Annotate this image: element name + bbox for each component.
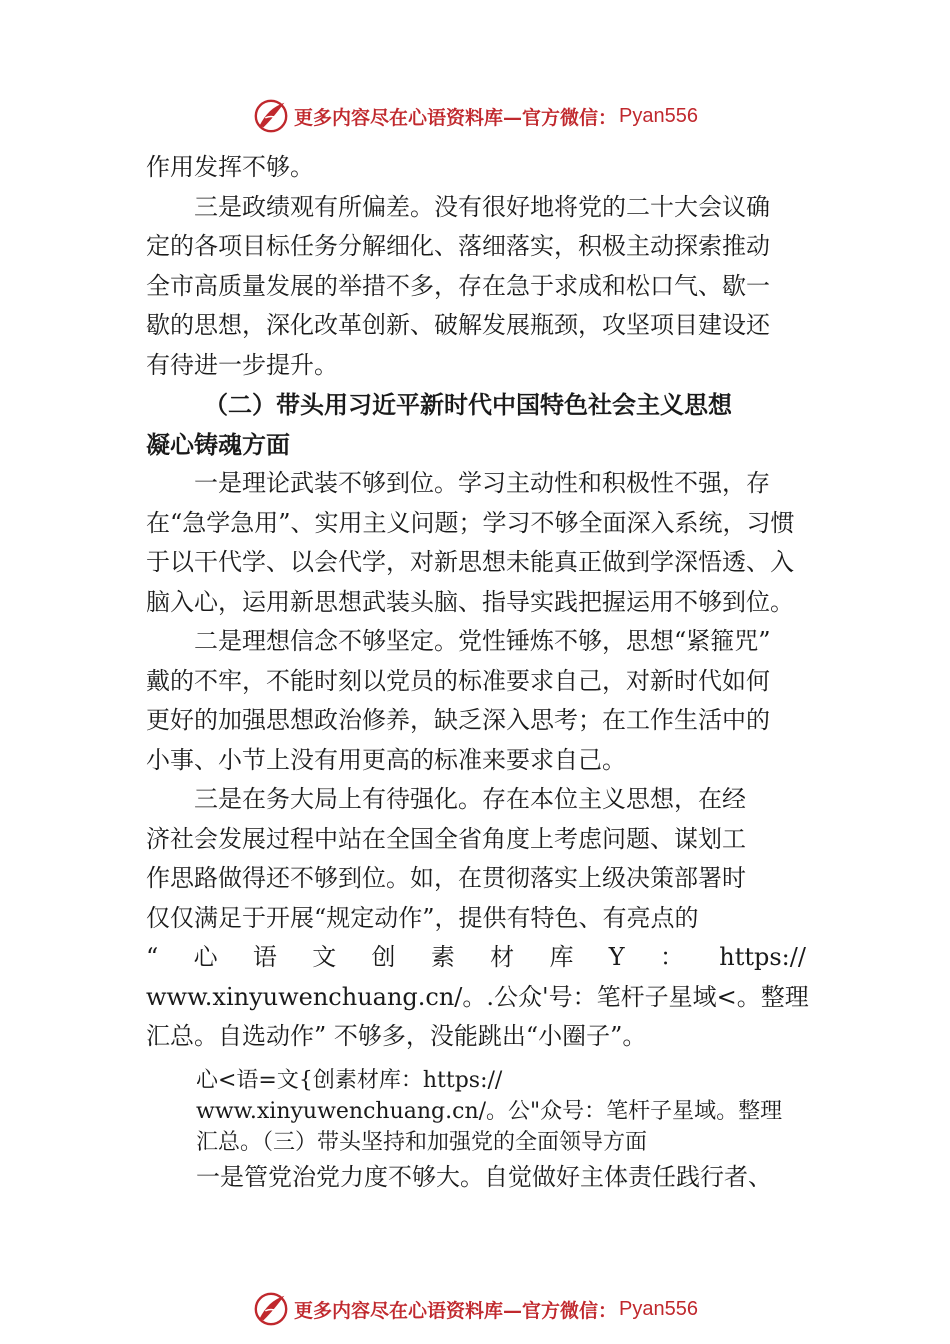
paragraph-line: 歇的思想，深化改革创新、破解发展瓶颈，攻坚项目建设还 [146, 311, 770, 339]
paragraph-line: 于以干代学、以会代学，对新思想未能真正做到学深悟透、入 [146, 548, 794, 576]
paragraph-line: www.xinyuwenchuang.cn/。.公众'号：笔杆子星域<。整理 [146, 982, 809, 1011]
spread-char: ： [659, 943, 684, 971]
spread-char: “ [146, 943, 159, 971]
document-body [146, 148, 821, 1197]
paragraph-line: 仅仅满足于开展“规定动作”，提供有特色、有亮点的 [146, 903, 699, 932]
paragraph-line: 有待进一步提升。 [146, 350, 338, 379]
paragraph-line: 在“急学急用”、实用主义问题；学习不够全面深入系统，习惯 [146, 508, 795, 537]
paragraph-line: 作用发挥不够。 [146, 153, 314, 181]
spread-char: https:// [719, 943, 806, 971]
paragraph-line: 二是理想信念不够坚定。党性锤炼不够，思想“紧箍咒” [194, 627, 771, 655]
paragraph-line: 戴的不牢，不能时刻以党员的标准要求自己，对新时代如何 [146, 666, 770, 695]
paragraph-line: 一是管党治党力度不够大。自觉做好主体责任践行者、 [196, 1162, 772, 1191]
paragraph-line: 汇总。自选动作” 不够多，没能跳出“小圈子”。 [146, 1022, 647, 1050]
paragraph-line: 脑入心，运用新思想武装头脑、指导实践把握运用不够到位。 [146, 587, 794, 616]
paragraph-line: 三是在务大局上有待强化。存在本位主义思想，在经 [194, 785, 746, 813]
spread-char: 素 [430, 943, 455, 971]
spread-char: 创 [371, 943, 396, 971]
inserted-note-line: 心<语=文{创素材库：https:// [196, 1067, 503, 1093]
spread-char: 文 [312, 943, 337, 971]
banner-text: 更多内容尽在心语资料库—官方微信： [294, 106, 618, 129]
paragraph-line: 全市高质量发展的举措不多，存在急于求成和松口气、歇一 [146, 271, 770, 300]
paragraph-line: 作思路做得还不够到位。如，在贯彻落实上级决策部署时 [146, 864, 746, 892]
banner-wechat-id: Pyan556 [619, 1297, 698, 1320]
paragraph-line: 定的各项目标任务分解细化、落细落实，积极主动探索推动 [146, 232, 770, 260]
inserted-note-line: 汇总。（三）带头坚持和加强党的全面领导方面 [196, 1129, 648, 1155]
section-heading-continued: 凝心铸魂方面 [146, 429, 290, 459]
paragraph-line: 一是理论武装不够到位。学习主动性和积极性不强，存 [194, 469, 770, 497]
section-heading: （二）带头用习近平新时代中国特色社会主义思想 [204, 390, 732, 419]
spread-char: 语 [252, 943, 277, 971]
paragraph-line: 三是政绩观有所偏差。没有很好地将党的二十大会议确 [194, 192, 770, 221]
banner-wechat-id: Pyan556 [619, 104, 698, 127]
brush-leaf-logo-icon [252, 97, 290, 135]
spread-line [146, 938, 806, 978]
spread-char: Y [608, 943, 625, 971]
footer-banner [0, 1289, 950, 1329]
header-banner [0, 96, 950, 136]
banner-text: 更多内容尽在心语资料库—官方微信： [294, 1299, 618, 1322]
paragraph-line: 小事、小节上没有用更高的标准来要求自己。 [146, 745, 626, 774]
paragraph-line: 济社会发展过程中站在全国全省角度上考虑问题、谋划工 [146, 824, 746, 853]
inserted-note-line: www.xinyuwenchuang.cn/。公"众号：笔杆子星域。整理 [196, 1098, 783, 1124]
spread-char: 心 [193, 943, 218, 971]
paragraph-line: 更好的加强思想政治修养，缺乏深入思考；在工作生活中的 [146, 706, 770, 734]
brush-leaf-logo-icon [252, 1290, 290, 1328]
spread-char: 材 [490, 943, 515, 971]
spread-char: 库 [549, 943, 574, 971]
